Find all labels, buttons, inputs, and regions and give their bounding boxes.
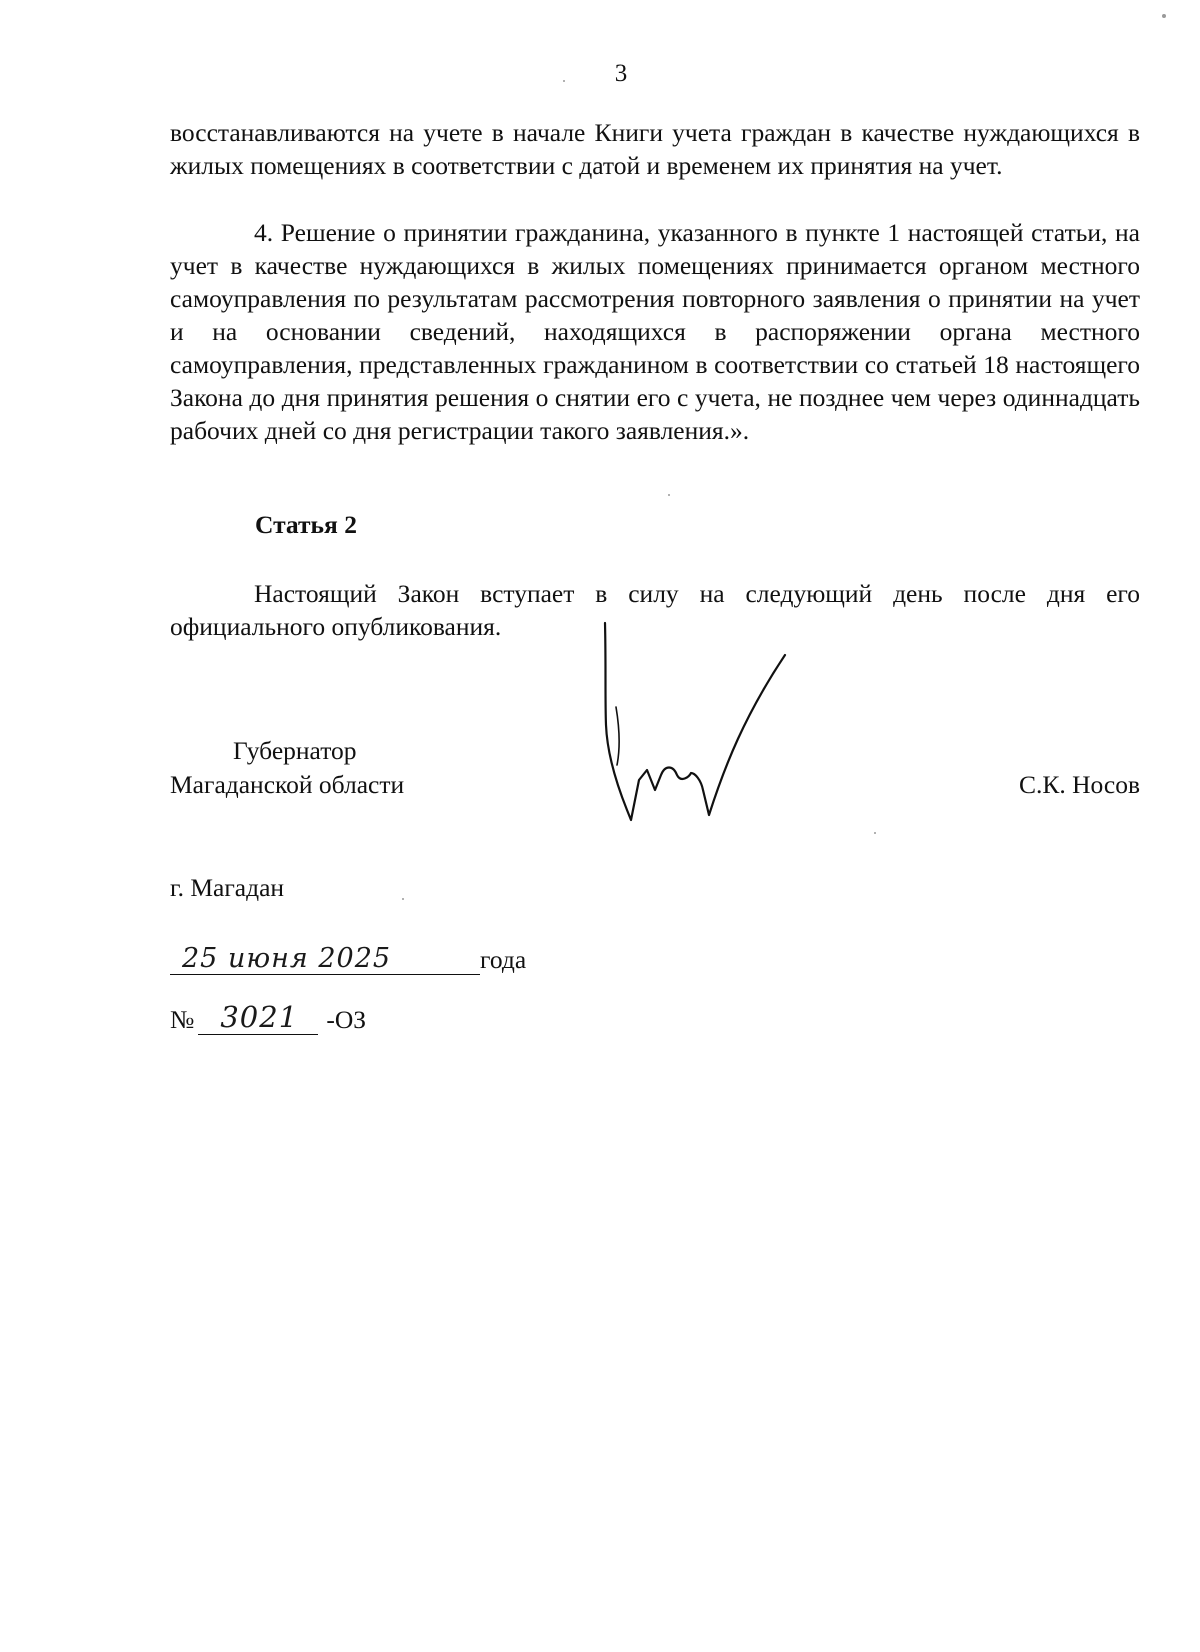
signature-stroke-2 [616, 707, 619, 765]
handwritten-date: 25 июня 2025 [182, 943, 392, 974]
city-label: г. Магадан [170, 873, 285, 902]
paragraph-continuation: восстанавливаются на учете в начале Книги учета граждан в качестве нуждающихся в жилых помещениях в соответствии с датой и временем их принятия на учет. [170, 118, 1140, 180]
governor-title-line2: Магаданской области [170, 770, 405, 799]
date-field [170, 940, 480, 975]
page-number: 3 [614, 60, 628, 87]
signature-stroke [605, 623, 785, 820]
scan-speck [563, 80, 565, 82]
paragraph-item-4: 4. Решение о принятии гражданина, указанного в пункте 1 настоящей статьи, на учет в качестве нуждающихся в жилых помещениях принимается органом местного самоуправления по результатам рассмотрения повторного заявления о принятии на учет и на основании сведений, находящихся в распоряжении органа местного самоуправления, представленных гражданином в соответствии со статьей 18 настоящего Закона до дня принятия решения о снятии его с учета, не позднее чем через одиннадцать рабочих дней со дня регистрации такого заявления.». [170, 218, 1140, 445]
handwritten-number: 3021 [220, 1000, 299, 1034]
number-suffix: -ОЗ [326, 1005, 367, 1034]
date-line [170, 940, 526, 975]
scan-speck [668, 494, 670, 496]
number-sign: № [170, 1005, 195, 1034]
scan-speck [874, 832, 876, 834]
scan-speck [1162, 14, 1166, 18]
governor-name: С.К. Носов [1018, 770, 1140, 799]
scan-speck [402, 898, 404, 900]
number-line [170, 998, 366, 1035]
article-2-heading: Статья 2 [255, 510, 357, 539]
number-field [198, 998, 318, 1035]
signature-image [585, 615, 795, 835]
date-suffix: года [480, 945, 527, 974]
paragraph-article-2: Настоящий Закон вступает в силу на следующий день после дня его официального опубликования. [170, 579, 1140, 641]
governor-title-line1: Губернатор [233, 736, 357, 765]
